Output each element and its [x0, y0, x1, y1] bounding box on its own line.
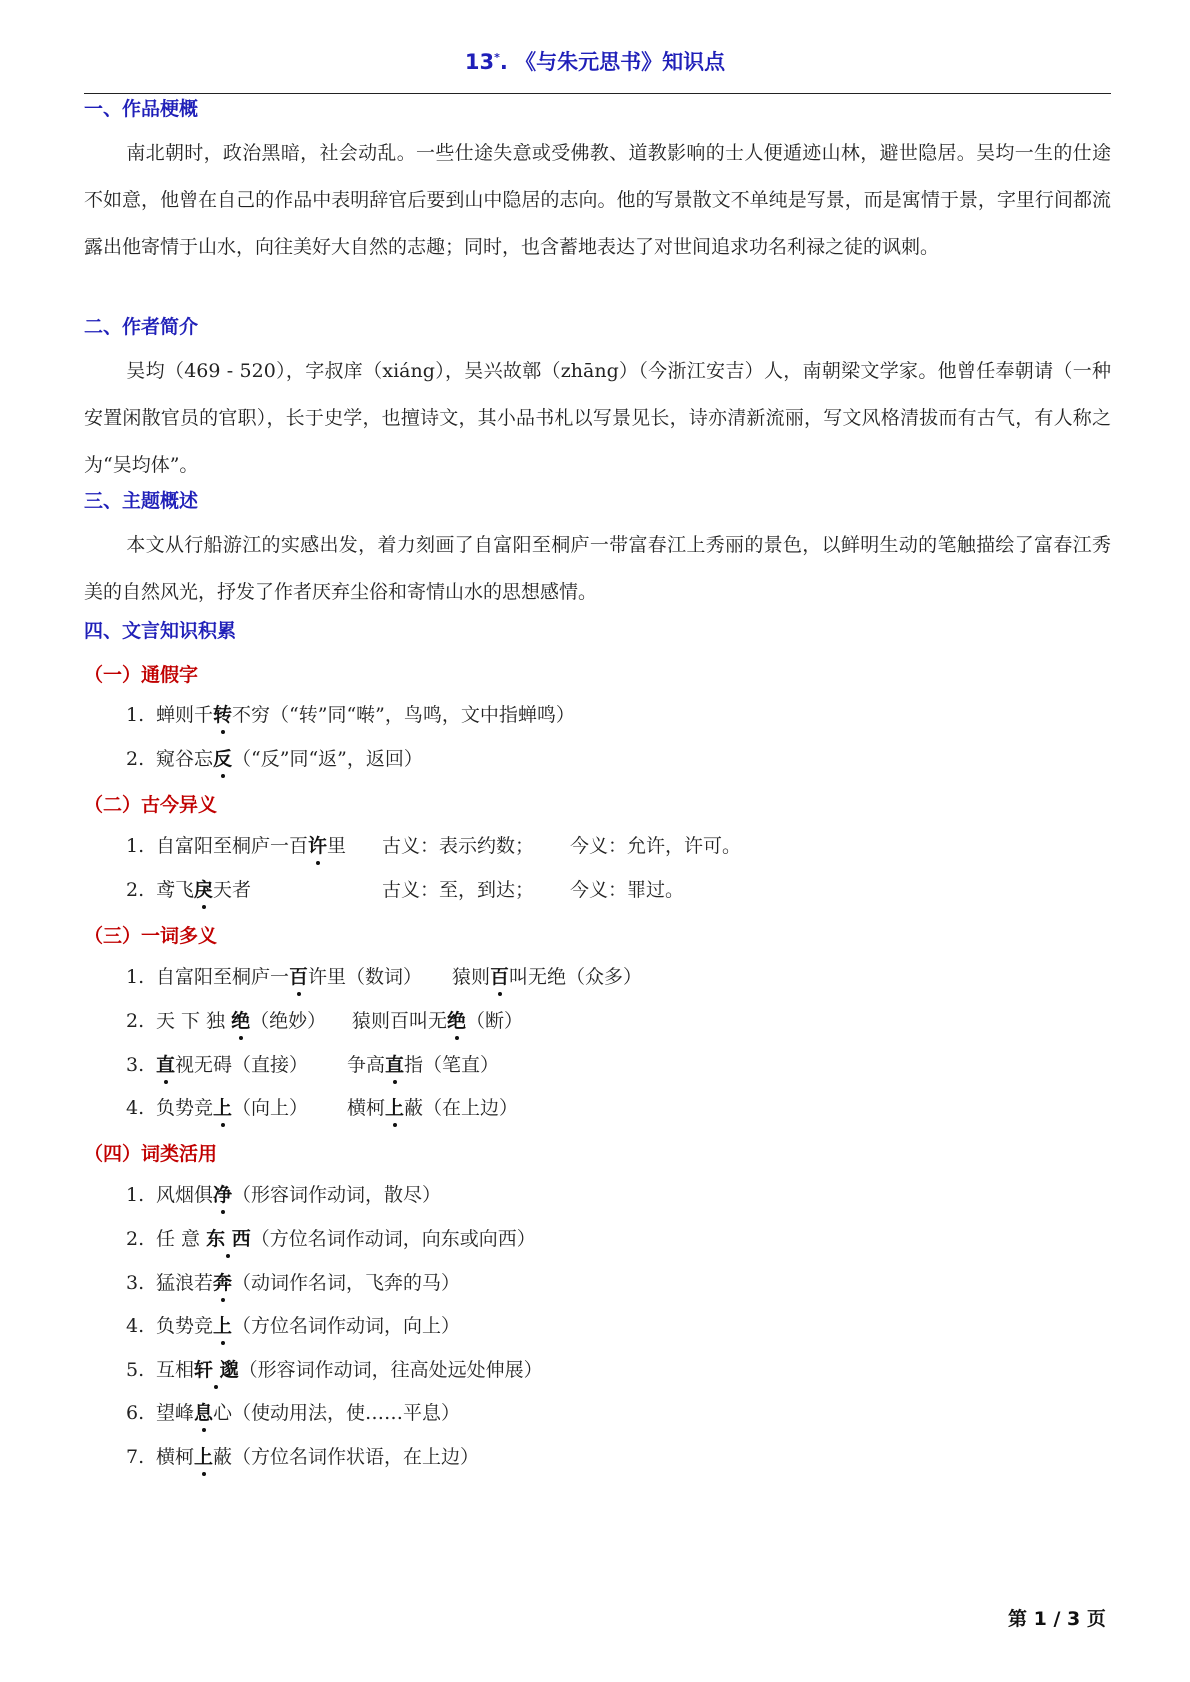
list-item: 7. 横柯上蔽（方位名词作状语，在上边）	[126, 1446, 480, 1468]
emphasized-word: 奔	[213, 1272, 233, 1294]
subheading-tongjiazi: （一）通假字	[84, 664, 199, 686]
list-item: 3. 猛浪若奔（动词作名词，飞奔的马）	[126, 1272, 461, 1294]
emphasized-word: 转	[213, 704, 233, 726]
list-item: 6. 望峰息心（使动用法，使……平息）	[126, 1402, 461, 1424]
emphasized-word: 戾	[194, 879, 214, 901]
emphasized-word: 息	[194, 1402, 214, 1424]
emphasized-word: 绝	[231, 1010, 251, 1032]
emphasized-word: 上	[385, 1097, 405, 1119]
second-sense: 横柯上蔽（在上边）	[347, 1097, 519, 1119]
theme-paragraph	[84, 522, 1111, 616]
emphasized-word: 直	[385, 1054, 405, 1076]
list-item: 1. 风烟俱净（形容词作动词，散尽）	[126, 1184, 442, 1206]
second-sense: 猿则百叫无绝（断）	[352, 1010, 524, 1032]
list-item: 5. 互相轩 邈（形容词作动词，往高处远处伸展）	[126, 1359, 543, 1381]
list-item: 4. 负势竞上（方位名词作动词，向上）	[126, 1315, 461, 1337]
emphasized-word: 上	[213, 1315, 233, 1337]
title-number: 13	[464, 50, 495, 74]
subheading-yiciduoyi: （三）一词多义	[84, 925, 218, 947]
modern-meaning: 今义：罪过。	[570, 879, 685, 901]
emphasized-word: 东 西	[206, 1228, 251, 1250]
title-star: *	[494, 51, 500, 64]
list-item: 2. 鸢飞戾天者	[126, 879, 252, 901]
list-item: 1. 自富阳至桐庐一百许里	[126, 835, 347, 857]
page-title	[0, 44, 1190, 76]
section-heading-classical: 四、文言知识积累	[84, 620, 237, 642]
list-item: 1. 蝉则千转不穷（“转”同“啭”，鸟鸣，文中指蝉鸣）	[126, 704, 575, 726]
author-text: 吴均（469 - 520），字叔庠（xiáng），吴兴故鄣（zhāng）（今浙江安吉）人，南朝梁文学家。他曾任奉朝请（一种安置闲散官员的官职），长于史学，也擅诗文，其小品书札以写景见长，诗亦清新流丽，写文风格清拔而有古气，有人称之为“吴均体”。	[84, 360, 1111, 476]
ancient-meaning: 古义：表示约数；	[382, 835, 535, 857]
list-item: 2. 任 意 东 西（方位名词作动词，向东或向西）	[126, 1228, 536, 1250]
list-item: 2. 天 下 独 绝（绝妙）	[126, 1010, 327, 1032]
emphasized-word: 轩 邈	[194, 1359, 239, 1381]
section-heading-synopsis: 一、作品梗概	[84, 98, 199, 120]
synopsis-paragraph	[84, 130, 1111, 271]
emphasized-word: 上	[213, 1097, 233, 1119]
title-rule	[84, 93, 1111, 94]
synopsis-text: 南北朝时，政治黑暗，社会动乱。一些仕途失意或受佛教、道教影响的士人便遁迹山林，避世隐居。吴均一生的仕途不如意，他曾在自己的作品中表明辞官后要到山中隐居的志向。他的写景散文不单纯是写景，而是寓情于景，字里行间都流露出他寄情于山水，向往美好大自然的志趣；同时，也含蓄地表达了对世间追求功名利禄之徒的讽刺。	[84, 142, 1111, 258]
title-text: . 《与朱元思书》知识点	[499, 50, 726, 74]
list-item: 2. 窥谷忘反（“反”同“返”，返回）	[126, 748, 423, 770]
modern-meaning: 今义：允许，许可。	[570, 835, 742, 857]
page-number: 第 1 / 3 页	[1008, 1608, 1106, 1630]
emphasized-word: 净	[213, 1184, 233, 1206]
second-sense: 猿则百叫无绝（众多）	[452, 966, 643, 988]
emphasized-word: 百	[289, 966, 309, 988]
subheading-gujinyiyi: （二）古今异义	[84, 794, 218, 816]
emphasized-word: 上	[194, 1446, 214, 1468]
author-paragraph	[84, 348, 1111, 489]
emphasized-word: 反	[213, 748, 233, 770]
emphasized-word: 百	[490, 966, 510, 988]
section-heading-theme: 三、主题概述	[84, 490, 199, 512]
list-item: 4. 负势竞上（向上）	[126, 1097, 309, 1119]
subheading-cileihuoyong: （四）词类活用	[84, 1143, 218, 1165]
second-sense: 争高直指（笔直）	[347, 1054, 500, 1076]
emphasized-word: 绝	[447, 1010, 467, 1032]
ancient-meaning: 古义：至，到达；	[382, 879, 535, 901]
list-item: 1. 自富阳至桐庐一百许里（数词）	[126, 966, 423, 988]
list-item: 3. 直视无碍（直接）	[126, 1054, 309, 1076]
section-heading-author: 二、作者简介	[84, 316, 199, 338]
emphasized-word: 许	[308, 835, 328, 857]
theme-text: 本文从行船游江的实感出发，着力刻画了自富阳至桐庐一带富春江上秀丽的景色，以鲜明生动的笔触描绘了富春江秀美的自然风光，抒发了作者厌弃尘俗和寄情山水的思想感情。	[84, 534, 1111, 603]
emphasized-word: 直	[156, 1054, 176, 1076]
